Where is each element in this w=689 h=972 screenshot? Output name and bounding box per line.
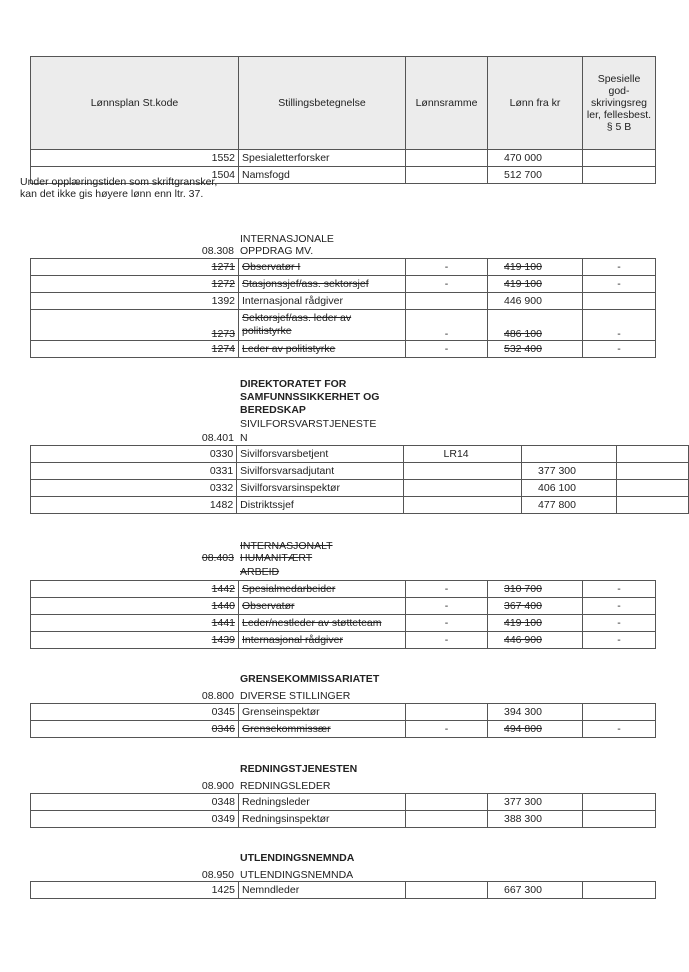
row-lonn: 406 100: [522, 480, 617, 497]
section-code: 08.900: [201, 780, 234, 792]
row-code: 1441: [31, 615, 239, 632]
section-title: REDNINGSLEDER: [240, 780, 331, 792]
row-lonn: 377 300: [488, 794, 583, 811]
row-ramme: [406, 167, 488, 184]
row-code: 1440: [31, 598, 239, 615]
table-row: [31, 463, 689, 480]
row-code: 0331: [31, 463, 237, 480]
row-ramme: -: [406, 598, 488, 615]
section-title: SIVILFORSVARSTJENESTE: [240, 418, 377, 430]
table-row: [31, 446, 689, 463]
section-title: INTERNASJONALT: [240, 540, 333, 552]
row-title: Redningsleder: [239, 794, 406, 811]
row-lonn: [522, 446, 617, 463]
row-spes: -: [583, 310, 656, 341]
row-spes: [583, 167, 656, 184]
row-ramme: -: [406, 259, 488, 276]
row-spes: [583, 150, 656, 167]
row-spes: [583, 293, 656, 310]
row-lonn: 446 900: [488, 632, 583, 649]
table-row: [31, 811, 656, 828]
row-lonn: 419 100: [488, 259, 583, 276]
row-ramme: -: [406, 581, 488, 598]
row-title: Internasjonal rådgiver: [239, 293, 406, 310]
row-spes: [583, 882, 656, 899]
section-title: DIVERSE STILLINGER: [240, 690, 351, 702]
row-ramme: LR14: [403, 446, 521, 463]
row-ramme: [406, 150, 488, 167]
section-code: 08.403: [201, 552, 234, 564]
row-code: 1272: [31, 276, 239, 293]
row-code: 0349: [31, 811, 239, 828]
table-row: [31, 704, 656, 721]
row-lonn: 532 400: [488, 341, 583, 358]
row-lonn: 486 100: [488, 310, 583, 341]
row-code: 1273: [31, 310, 239, 341]
section-heading: GRENSEKOMMISSARIATET: [240, 673, 380, 685]
table-row: [31, 615, 656, 632]
row-ramme: -: [406, 310, 488, 341]
table-row: [31, 794, 656, 811]
row-spes: -: [583, 276, 656, 293]
row-ramme: -: [406, 632, 488, 649]
row-lonn: 470 000: [488, 150, 583, 167]
section-title: OPPDRAG MV.: [240, 245, 314, 257]
header-col-spes: Spesielle god-skrivingsreg ler, fellesbest. § 5 B: [583, 57, 656, 150]
row-title-line2: politistyrke: [242, 325, 292, 337]
section-heading: DIREKTORATET FOR: [240, 378, 347, 390]
row-title: Nemndleder: [239, 882, 406, 899]
section-title: UTLENDINGSNEMNDA: [240, 869, 354, 881]
row-lonn: 388 300: [488, 811, 583, 828]
section-title: ARBEID: [240, 566, 280, 578]
row-lonn: 494 800: [488, 721, 583, 738]
row-title: Stasjonssjef/ass. sektorsjef: [239, 276, 406, 293]
row-code: 1504: [31, 167, 239, 184]
row-code: 0330: [31, 446, 237, 463]
row-lonn: 512 700: [488, 167, 583, 184]
row-spes: -: [583, 721, 656, 738]
row-ramme: -: [406, 276, 488, 293]
row-title: Redningsinspektør: [239, 811, 406, 828]
row-lonn: 367 400: [488, 598, 583, 615]
row-code: 1552: [31, 150, 239, 167]
row-ramme: [403, 480, 521, 497]
section-heading: BEREDSKAP: [240, 404, 306, 416]
row-spes: -: [583, 259, 656, 276]
section-code: 08.308: [201, 245, 234, 257]
row-code: 1392: [31, 293, 239, 310]
table-row: [31, 882, 656, 899]
row-ramme: -: [406, 721, 488, 738]
row-spes: [583, 704, 656, 721]
row-spes: -: [583, 341, 656, 358]
row-ramme: [406, 882, 488, 899]
table-row: [31, 581, 656, 598]
row-code: 0348: [31, 794, 239, 811]
table-row: [31, 150, 656, 167]
table-row: [31, 293, 656, 310]
table-row: [31, 341, 656, 358]
row-spes: [583, 811, 656, 828]
row-title: Sivilforsvarsinspektør: [237, 480, 403, 497]
section-table: [30, 445, 689, 514]
section-code: 08.950: [201, 869, 234, 881]
row-title: Namsfogd: [239, 167, 406, 184]
header-col-code: Lønnsplan St.kode: [31, 57, 239, 150]
row-spes: [583, 794, 656, 811]
section-title: HUMANITÆRT: [240, 552, 313, 564]
row-code: 1425: [31, 882, 239, 899]
row-title: Sivilforsvarsbetjent: [237, 446, 403, 463]
table-row: [31, 598, 656, 615]
section-code: 08.401: [201, 432, 234, 444]
row-title: [239, 310, 406, 341]
row-ramme: [403, 497, 521, 514]
header-col-ramme: Lønnsramme: [406, 57, 488, 150]
section-table: [30, 258, 656, 358]
table-row: [31, 497, 689, 514]
table-row: [31, 721, 656, 738]
note-text: Under opplæringstiden som skriftgransker, kan det ikke gis høyere lønn enn ltr. 37.: [20, 176, 218, 200]
row-lonn: 667 300: [488, 882, 583, 899]
table-row: [31, 310, 656, 341]
section-table: [30, 793, 656, 828]
row-spes: -: [583, 615, 656, 632]
row-spes: -: [583, 598, 656, 615]
row-code: 0346: [31, 721, 239, 738]
row-spes: [616, 480, 688, 497]
row-lonn: 310 700: [488, 581, 583, 598]
row-ramme: [406, 704, 488, 721]
section-title: INTERNASJONALE: [240, 233, 334, 245]
row-code: 1442: [31, 581, 239, 598]
row-code: 1274: [31, 341, 239, 358]
section-table: [30, 703, 656, 738]
table-row: [31, 276, 656, 293]
section-heading: UTLENDINGSNEMNDA: [240, 852, 355, 864]
section-code: 08.800: [201, 690, 234, 702]
row-lonn: 394 300: [488, 704, 583, 721]
section-title: N: [240, 432, 248, 444]
row-title-line1: Sektorsjef/ass. leder av: [242, 312, 352, 324]
top-table: [30, 56, 656, 184]
row-title: Grensekommissær: [239, 721, 406, 738]
row-ramme: [403, 463, 521, 480]
header-col-title: Stillingsbetegnelse: [239, 57, 406, 150]
row-ramme: [406, 794, 488, 811]
row-title: Internasjonal rådgiver: [239, 632, 406, 649]
row-title: Observatør I: [239, 259, 406, 276]
row-title: Leder/nestleder av støtteteam: [239, 615, 406, 632]
row-spes: [616, 463, 688, 480]
header-row: [31, 57, 656, 150]
row-title: Spesialetterforsker: [239, 150, 406, 167]
table-row: [31, 259, 656, 276]
section-heading: REDNINGSTJENESTEN: [240, 763, 358, 775]
row-title: Observatør: [239, 598, 406, 615]
row-code: 0345: [31, 704, 239, 721]
section-table: [30, 881, 656, 899]
row-title: Spesialmedarbeider: [239, 581, 406, 598]
row-spes: [616, 497, 688, 514]
row-title: Leder av politistyrke: [239, 341, 406, 358]
row-code: 1482: [31, 497, 237, 514]
row-title: Sivilforsvarsadjutant: [237, 463, 403, 480]
row-code: 0332: [31, 480, 237, 497]
row-ramme: [406, 293, 488, 310]
table-row: [31, 632, 656, 649]
table-row: [31, 480, 689, 497]
row-code: 1439: [31, 632, 239, 649]
section-heading: SAMFUNNSSIKKERHET OG: [240, 391, 380, 403]
row-spes: -: [583, 581, 656, 598]
header-col-lonn: Lønn fra kr: [488, 57, 583, 150]
row-lonn: 419 100: [488, 615, 583, 632]
row-title: Distriktssjef: [237, 497, 403, 514]
row-title: Grenseinspektør: [239, 704, 406, 721]
row-spes: [616, 446, 688, 463]
section-table: [30, 580, 656, 649]
row-lonn: 377 300: [522, 463, 617, 480]
row-ramme: -: [406, 615, 488, 632]
row-lonn: 446 900: [488, 293, 583, 310]
row-spes: -: [583, 632, 656, 649]
row-lonn: 477 800: [522, 497, 617, 514]
row-lonn: 419 100: [488, 276, 583, 293]
row-code: 1271: [31, 259, 239, 276]
row-ramme: [406, 811, 488, 828]
row-ramme: -: [406, 341, 488, 358]
